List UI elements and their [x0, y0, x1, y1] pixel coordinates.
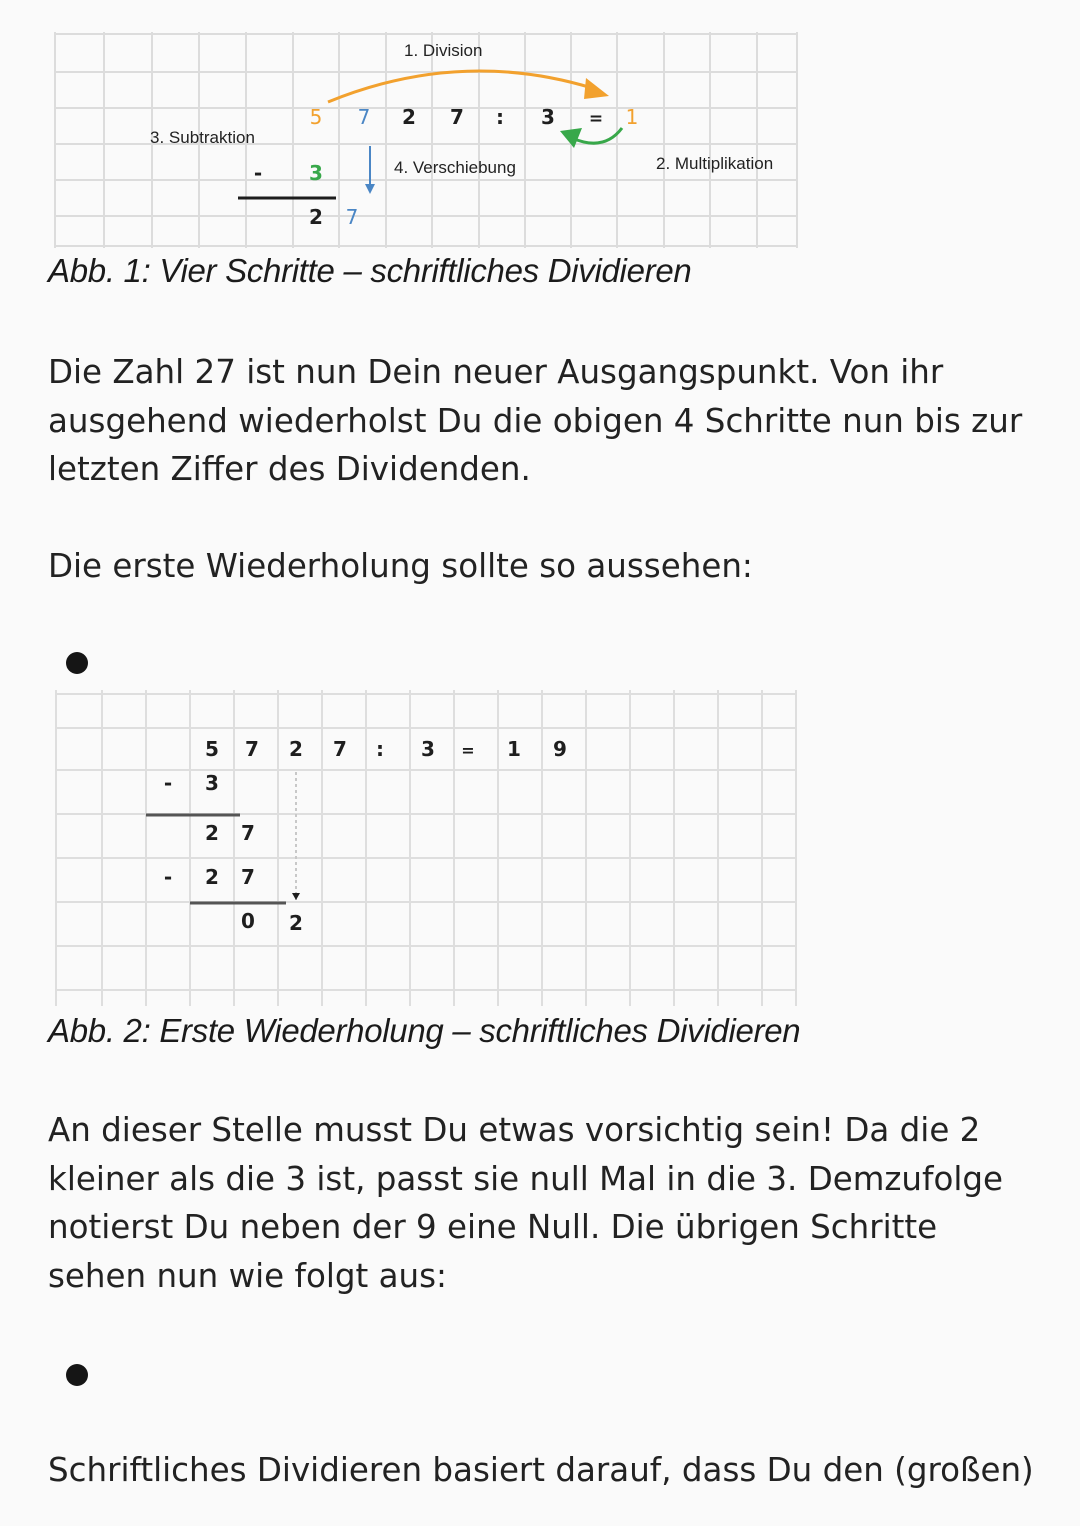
- digit-5: 5: [205, 737, 219, 761]
- minus-sign-2: -: [163, 865, 173, 889]
- divide-sign: :: [496, 105, 504, 129]
- paragraph-2: Die erste Wiederholung sollte so aussehen:: [48, 547, 753, 585]
- digit-7: 7: [245, 737, 259, 761]
- label-subtraction: 3. Subtraktion: [150, 128, 255, 147]
- digit-2: 2: [289, 737, 303, 761]
- subtrahend: 3: [309, 161, 323, 185]
- result-1-digit-b: 7: [241, 821, 255, 845]
- divide-sign: :: [376, 737, 384, 761]
- minus-sign-1: -: [163, 771, 173, 795]
- paragraph-3: An dieser Stelle musst Du etwas vorsichtig sein! Da die 2 kleiner als die 3 ist, passt sie null Mal in die 3. Demzufolge notierst Du neben der 9 eine Null. Die übrigen Schritte sehen nun wie folgt aus:: [48, 1111, 1004, 1295]
- shift-arrow-head: [292, 893, 300, 900]
- equals-sign: =: [461, 741, 475, 760]
- bullet: [66, 1364, 88, 1386]
- paragraph-1: Die Zahl 27 ist nun Dein neuer Ausgangspunkt. Von ihr ausgehend wiederholst Du die obigen 4 Schritte nun bis zur letzten Ziffer des Dividenden.: [48, 353, 1023, 488]
- digit-5: 5: [309, 105, 323, 129]
- subtrahend-2-digit-b: 7: [241, 865, 255, 889]
- subtrahend-1: 3: [205, 771, 219, 795]
- digit-2: 2: [402, 105, 416, 129]
- digit-7: 7: [357, 105, 371, 129]
- figure-2-caption: Abb. 2: Erste Wiederholung – schriftliches Dividieren: [48, 1012, 801, 1049]
- minus-sign: -: [253, 161, 263, 185]
- remainder-digit-7: 7: [345, 205, 359, 229]
- result-1-digit-a: 2: [205, 821, 219, 845]
- divisor: 3: [421, 737, 435, 761]
- quotient-digit-2: 9: [553, 737, 567, 761]
- equals-sign: =: [588, 109, 604, 129]
- remainder-digit-2: 2: [309, 205, 323, 229]
- subtrahend-2-digit-a: 2: [205, 865, 219, 889]
- digit-7b: 7: [333, 737, 347, 761]
- divisor: 3: [541, 105, 555, 129]
- result-2-digit-b: 2: [289, 911, 303, 935]
- quotient-digit: 1: [625, 105, 639, 129]
- digit-7b: 7: [450, 105, 464, 129]
- paragraph-4: Schriftliches Dividieren basiert darauf, dass Du den (großen): [48, 1451, 1034, 1489]
- quotient-digit-1: 1: [507, 737, 521, 761]
- figure-1-caption: Abb. 1: Vier Schritte – schriftliches Dividieren: [48, 252, 692, 289]
- result-2-digit-a: 0: [241, 909, 255, 933]
- label-multiplication: 2. Multiplikation: [656, 154, 774, 173]
- label-division: 1. Division: [404, 41, 483, 60]
- label-shift: 4. Verschiebung: [394, 158, 516, 177]
